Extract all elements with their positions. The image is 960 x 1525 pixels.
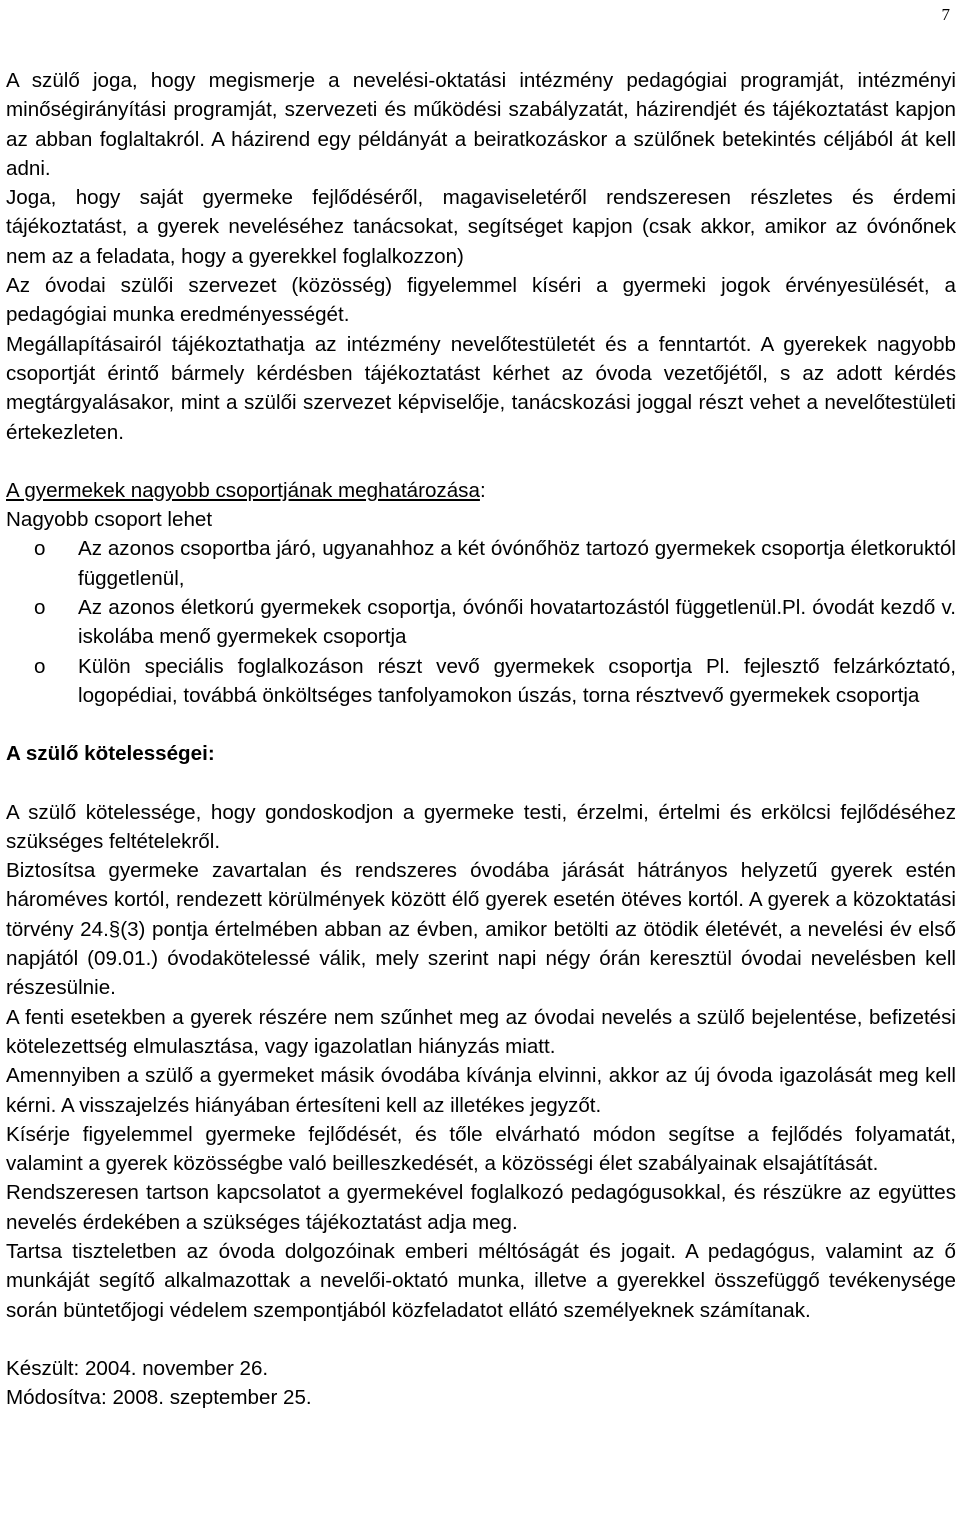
paragraph-findings: Megállapításairól tájékoztathatja az intézmény nevelőtestületét és a fenntartót. A gyerekek nagyobb csoportját érintő bármely kérdésben tájékoztatást kérhet az óvoda vezetőjétől, s az adott kérdés megtárgyalásakor, mint a szülői szervezet képviselője, tanácskozási joggal részt vehet a nevelőtestületi értekezleten. (6, 332, 956, 444)
group-intro: Nagyobb csoport lehet (6, 508, 213, 532)
duty-paragraph: Rendszeresen tartson kapcsolatot a gyermekével foglalkozó pedagógusokkal, és részükre az együttes nevelés érdekében a szükséges tájékoztatást adja meg. (6, 1181, 956, 1234)
bullet-marker: o (34, 596, 46, 620)
list-item-text: Az azonos életkorú gyermekek csoportja, óvónői hovatartozástól függetlenül.Pl. óvodát kezdő v. iskolába menő gyermekek csoportja (78, 596, 956, 649)
duty-paragraph: Amennyiben a szülő a gyermeket másik óvodába kívánja elvinni, akkor az új óvoda igazolását meg kell kérni. A visszajelzés hiányában értesíteni kell az illetékes jegyzőt. (6, 1064, 956, 1117)
spacer (6, 710, 956, 739)
bullet-marker: o (34, 537, 46, 561)
paragraph-parent-organization: Az óvodai szülői szervezet (közösség) figyelemmel kíséri a gyermeki jogok érvényesülését, a pedagógiai munka eredményességét. (6, 274, 956, 327)
spacer (6, 1325, 956, 1354)
page-number: 7 (941, 5, 950, 24)
list-item (6, 652, 956, 711)
list-item (6, 593, 956, 652)
duty-paragraph: Tartsa tiszteletben az óvoda dolgozóinak emberi méltóságát és jogait. A pedagógus, valamint az ő munkáját segítő alkalmazottak a nevelői-oktató munka, illetve a gyerekkel összefüggő tevékenysége során büntetőjogi védelem szempontjából közfeladatot ellátó személyeknek számítanak. (6, 1239, 956, 1322)
group-heading-colon: : (479, 478, 486, 502)
duties-heading: A szülő kötelességei: (6, 742, 215, 766)
list-item-text: Az azonos csoportba járó, ugyanahhoz a két óvónőhöz tartozó gyermekek csoportja életkoruktól függetlenül, (78, 537, 956, 590)
modified-date: Módosítva: 2008. szeptember 25. (6, 1386, 312, 1410)
duty-paragraph: Kísérje figyelemmel gyermeke fejlődését, és tőle elvárható módon segítse a fejlődés folyamatát, valamint a gyerek közösségbe való beilleszkedését, a közösségi élet szabályainak elsajátítását. (6, 1122, 956, 1176)
created-date: Készült: 2004. november 26. (6, 1356, 269, 1380)
spacer (6, 447, 956, 476)
list-item (6, 534, 956, 593)
spacer (6, 769, 956, 798)
group-heading-line (6, 476, 956, 505)
duty-paragraph: A fenti esetekben a gyerek részére nem szűnhet meg az óvodai nevelés a szülő bejelentése, befizetési kötelezettség elmulasztása, vagy igazolatlan hiányzás miatt. (6, 1005, 956, 1058)
paragraph-parent-rights: A szülő joga, hogy megismerje a nevelési-oktatási intézmény pedagógiai programját, intézményi minőségirányítási programját, szervezeti és működési szabályzatát, házirendjét és tájékoztatást kapjon az abban foglaltakról. A házirend egy példányát a beiratkozáskor a szülőnek betekintés céljából át kell adni. (6, 69, 956, 180)
text-column (6, 66, 956, 1412)
duty-paragraph: A szülő kötelessége, hogy gondoskodjon a gyermeke testi, érzelmi, értelmi és erkölcsi fejlődéséhez szükséges feltételekről. (6, 800, 956, 853)
duty-paragraph: Biztosítsa gyermeke zavartalan és rendszeres óvodába járását hátrányos helyzetű gyerek estén hároméves kortól, rendezett körülmények között élő gyerek esetén ötéves kortól. A gyerek a közoktatási törvény 24.§(3) pontja értelmében abban az évben, amikor betölti az ötödik életévét, a nevelési év első napjától (09.01.) óvodakötelessé válik, mely szerint napi négy órán keresztül óvodai nevelésben kell részesülnie. (6, 859, 956, 1000)
paragraph-information-rights: Joga, hogy saját gyermeke fejlődéséről, magaviseletéről rendszeresen részletes és érdemi tájékoztatást, a gyerek neveléséhez tanácsokat, segítséget kapjon (csak akkor, amikor az óvónőnek nem az a feladata, hogy a gyerekkel foglalkozzon) (6, 186, 956, 268)
bullet-marker: o (34, 654, 46, 678)
group-list (6, 534, 956, 710)
group-heading: A gyermekek nagyobb csoportjának meghatározása (6, 478, 480, 502)
list-item-text: Külön speciális foglalkozáson részt vevő gyermekek csoportja Pl. fejlesztő felzárkóztató, logopédiai, továbbá önköltséges tanfolyamokon úszás, torna résztvevő gyermekek csoportja (78, 654, 956, 707)
